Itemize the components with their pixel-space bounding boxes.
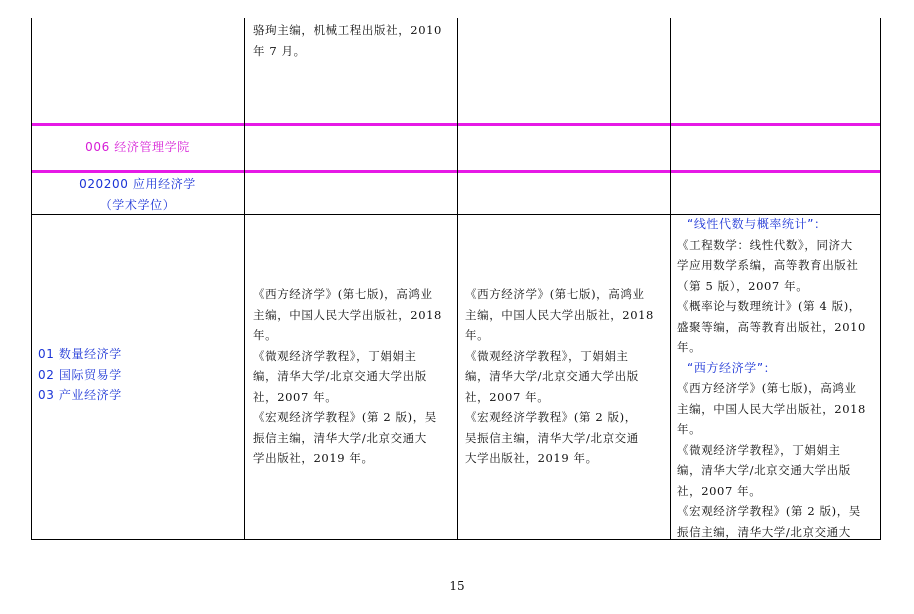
- text-line: 盛聚等编，高等教育出版社，2010: [677, 319, 866, 334]
- text-line: 骆珣主编，机械工程出版社，2010: [253, 23, 442, 37]
- text-line: 主编，中国人民大学出版社，2018: [465, 307, 654, 322]
- text-line: 学应用数学系编，高等教育出版社: [677, 258, 859, 272]
- direction-item: 03 产业经济学: [38, 388, 122, 402]
- text-line: 振信主编，清华大学/北京交通大: [253, 430, 427, 445]
- direction-item: 02 国际贸易学: [38, 367, 122, 382]
- school-label: 006 经济管理学院: [85, 140, 190, 154]
- text-line: 社，2007 年。: [253, 389, 338, 404]
- text-line: 社，2007 年。: [677, 483, 762, 498]
- text-line: 《微观经济学教程》，丁娟娟主: [677, 442, 841, 457]
- text-line: 振信主编，清华大学/北京交通大: [677, 524, 851, 539]
- text-line: 主编，中国人民大学出版社，2018: [253, 307, 442, 322]
- text-line: 《微观经济学教程》，丁娟娟主: [253, 348, 417, 363]
- text-line: 大学出版社，2019 年。: [465, 451, 598, 465]
- table-left-border: [31, 18, 32, 540]
- text-line: 年。: [465, 328, 490, 342]
- text-line: 年。: [253, 328, 278, 342]
- text-line: 编，清华大学/北京交通大学出版: [677, 463, 851, 477]
- section-heading-linear-algebra: “线性代数与概率统计”：: [687, 217, 827, 231]
- column-divider-3: [670, 18, 671, 540]
- reference-books-col3: [465, 284, 667, 469]
- major-label: [31, 174, 244, 215]
- text-line: 《宏观经济学教程》(第 2 版)，: [465, 410, 637, 424]
- table-right-border: [880, 18, 881, 540]
- text-line: 《概率论与数理统计》(第 4 版)，: [677, 299, 861, 313]
- syllabus-table: [31, 18, 881, 540]
- text-line: 年 7 月。: [253, 43, 306, 58]
- text-line: 《微观经济学教程》，丁娟娟主: [465, 348, 629, 363]
- text-line: 《宏观经济学教程》(第 2 版)，吴: [253, 410, 437, 424]
- text-line: （第 5 版），2007 年。: [677, 278, 809, 293]
- direction-item: 01 数量经济学: [38, 347, 122, 361]
- text-line: 《西方经济学》(第七版)，高鸿业: [677, 381, 857, 395]
- separator-line-major: [31, 170, 881, 173]
- separator-line-school: [31, 123, 881, 126]
- text-line: 《西方经济学》(第七版)，高鸿业: [465, 287, 645, 301]
- text-line: 年。: [677, 422, 702, 436]
- reference-books-col2: [253, 284, 453, 469]
- text-line: 《西方经济学》(第七版)，高鸿业: [253, 287, 433, 301]
- text-line: 学出版社，2019 年。: [253, 451, 374, 465]
- text-line: 编，清华大学/北京交通大学出版: [465, 369, 639, 383]
- text-line: 《工程数学：线性代数》，同济大: [677, 237, 853, 252]
- degree-type: （学术学位）: [99, 197, 176, 212]
- text-line: 吴振信主编，清华大学/北京交通: [465, 430, 639, 445]
- text-line: 《宏观经济学教程》(第 2 版)，吴: [677, 504, 861, 518]
- exam-references-col4: [677, 214, 879, 542]
- major-code-name: 020200 应用经济学: [79, 177, 196, 191]
- page-number: 15: [449, 579, 465, 593]
- column-divider-2: [457, 18, 458, 540]
- text-line: 主编，中国人民大学出版社，2018: [677, 401, 866, 416]
- column-divider-1: [244, 18, 245, 540]
- text-line: 年。: [677, 340, 702, 354]
- text-line: 编，清华大学/北京交通大学出版: [253, 369, 427, 383]
- research-directions: [38, 344, 243, 406]
- section-heading-western-economics: “西方经济学”：: [687, 360, 777, 375]
- top-row-reference-text: [253, 20, 453, 61]
- text-line: 社，2007 年。: [465, 389, 550, 404]
